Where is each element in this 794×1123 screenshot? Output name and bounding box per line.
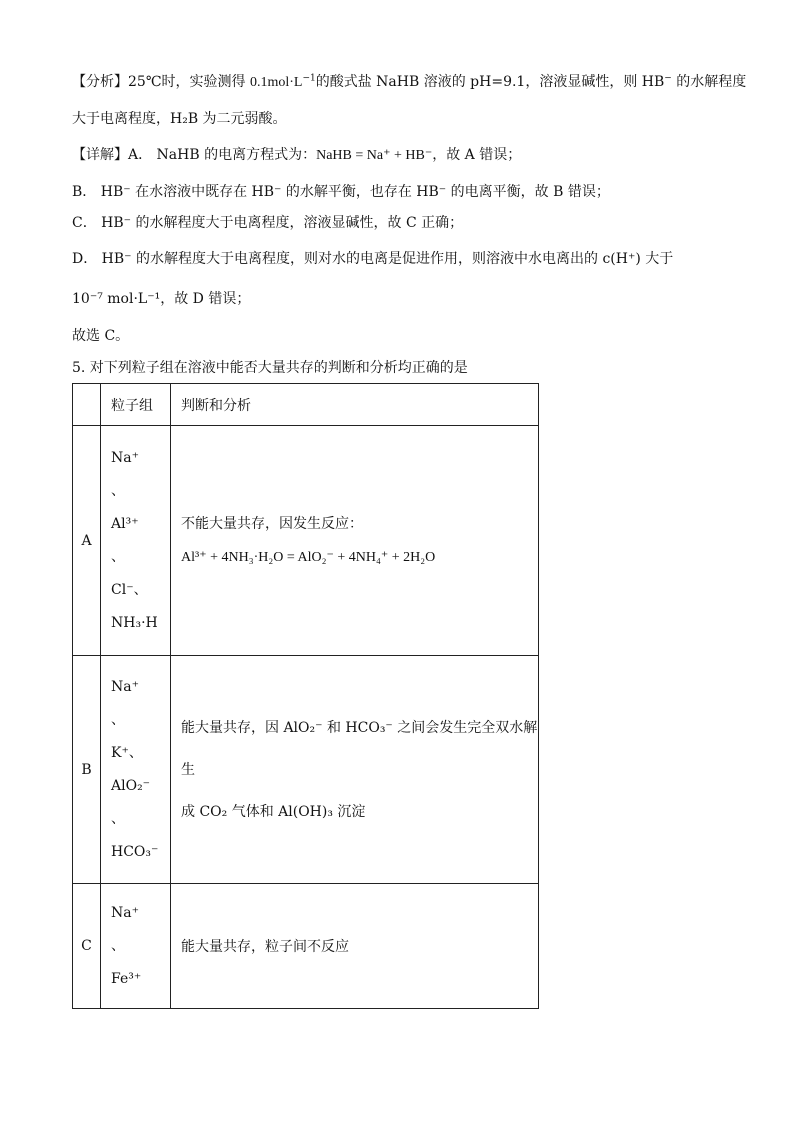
particle: Na⁺ [111,678,139,695]
analysis-line: 不能大量共存，因发生反应： [181,515,363,532]
header-analysis: 判断和分析 [171,384,539,426]
particle-group [101,656,171,884]
unit-exponent: −1 [302,73,316,84]
analysis-line-2: 大于电离程度，H₂B 为二元弱酸。 [72,111,287,127]
table-header-row [73,384,539,426]
particle: 、 [111,548,125,565]
particle: 、 [111,937,125,954]
particle: Na⁺ [111,449,139,466]
analysis-line-1 [72,72,746,93]
particle: Cl⁻、 [111,581,148,598]
particle: Fe³⁺ [111,970,142,987]
analysis-line: 成 CO₂ 气体和 Al(OH)₃ 沉淀 [181,803,366,820]
detail-a-end: ，故 A 错误； [432,147,522,163]
reaction-equation: Al³⁺ + 4NH₃·H₂O = AlO₂⁻ + 4NH₄⁺ + 2H₂O [181,549,436,565]
header-label-cell [73,384,101,426]
analysis-cell [171,656,539,884]
row-label: A [73,426,101,656]
detail-line-c: C． HB⁻ 的水解程度大于电离程度，溶液显碱性，故 C 正确； [72,215,464,231]
particle: K⁺、 [111,744,143,761]
particle: HCO₃⁻ [111,843,159,860]
analysis-cell [171,884,539,1009]
detail-line-b: B． HB⁻ 在水溶液中既存在 HB⁻ 的水解平衡，也存在 HB⁻ 的电离平衡，故 B 错误； [72,184,610,200]
particle-group [101,426,171,656]
question-stem: 5. 对下列粒子组在溶液中能否大量共存的判断和分析均正确的是 [72,360,468,376]
analysis-text-b: 的酸式盐 NaHB 溶液的 pH=9.1，溶液显碱性，则 HB [315,74,665,90]
header-particles: 粒子组 [101,384,171,426]
particle: Na⁺ [111,904,139,921]
detail-a-text: A． NaHB 的电离方程式为： [128,147,317,163]
detail-line-a [72,145,521,166]
analysis-line: 能大量共存，粒子间不反应 [181,939,349,955]
particle-group [101,884,171,1009]
analysis-text-a: 25℃时，实验测得 [128,74,250,90]
particle: AlO₂⁻ [111,777,151,794]
unit: mol·L [267,75,303,90]
particle: 、 [111,711,125,728]
row-label: C [73,884,101,1009]
choice-line: 故选 C。 [72,328,130,344]
particle: Al³⁺ [111,515,139,532]
table-row [73,884,539,1009]
analysis-text-c: 的水解程度 [671,74,747,90]
particle: 、 [111,482,125,499]
particle: 、 [111,810,125,827]
particle-table [72,383,539,1009]
analysis-tag: 【分析】 [72,74,128,90]
particle: NH₃·H [111,614,158,631]
detail-line-d: D． HB⁻ 的水解程度大于电离程度，则对水的电离是促进作用，则溶液中水电离出的 c(H⁺) 大于 [72,251,674,267]
detail-line-d2: 10⁻⁷ mol·L⁻¹，故 D 错误； [72,291,251,307]
table-row [73,656,539,884]
charge-minus: − [664,73,672,84]
row-label: B [73,656,101,884]
analysis-line: 能大量共存，因 AlO₂⁻ 和 HCO₃⁻ 之间会发生完全双水解生 [181,719,538,778]
ionization-equation: NaHB = Na⁺ + HB⁻ [316,148,433,163]
analysis-cell [171,426,539,656]
concentration: 0.1 [249,75,268,90]
detail-tag: 【详解】 [72,147,128,163]
table-row [73,426,539,656]
